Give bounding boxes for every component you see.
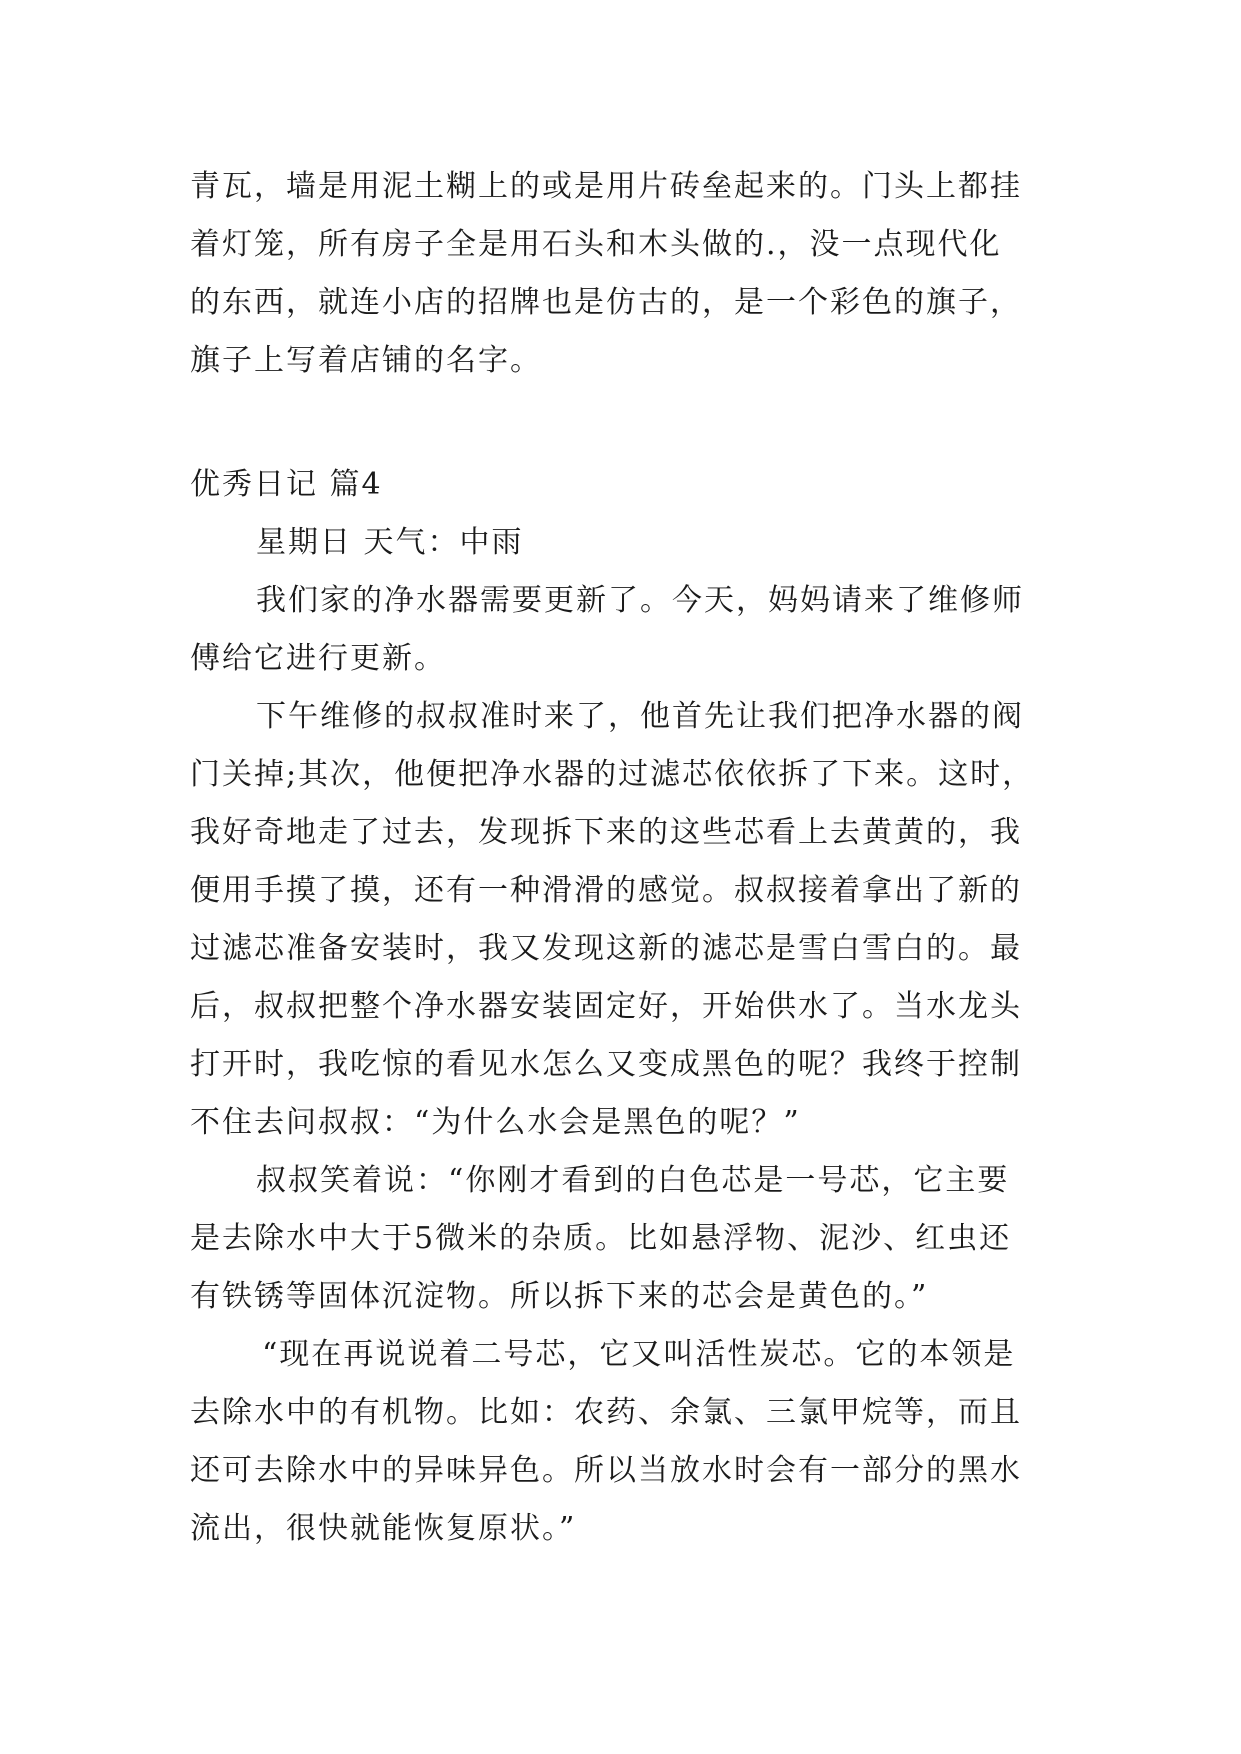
paragraph-line: 还可去除水中的异味异色。所以当放水时会有一部分的黑水 — [190, 1453, 1022, 1488]
paragraph-line: 下午维修的叔叔准时来了，他首先让我们把净水器的阀 — [256, 699, 1024, 734]
date-weather-line: 星期日 天气：中雨 — [256, 525, 524, 560]
intro-line: 的东西，就连小店的招牌也是仿古的，是一个彩色的旗子， — [190, 285, 1022, 320]
paragraph-line: 叔叔笑着说：“你刚才看到的白色芯是一号芯，它主要 — [256, 1163, 1010, 1198]
paragraph-line: “现在再说说着二号芯，它又叫活性炭芯。它的本领是 — [262, 1337, 1016, 1372]
intro-line: 旗子上写着店铺的名字。 — [190, 343, 542, 378]
intro-line: 着灯笼，所有房子全是用石头和木头做的.，没一点现代化 — [190, 227, 1002, 262]
paragraph-line: 傅给它进行更新。 — [190, 641, 446, 676]
paragraph-line: 过滤芯准备安装时，我又发现这新的滤芯是雪白雪白的。最 — [190, 931, 1022, 966]
paragraph-line: 去除水中的有机物。比如：农药、余氯、三氯甲烷等，而且 — [190, 1395, 1022, 1430]
paragraph-line: 我好奇地走了过去，发现拆下来的这些芯看上去黄黄的，我 — [190, 815, 1022, 850]
section-heading: 优秀日记 篇4 — [190, 467, 383, 502]
paragraph-line: 是去除水中大于5微米的杂质。比如悬浮物、泥沙、红虫还 — [190, 1221, 1012, 1256]
paragraph-line: 打开时，我吃惊的看见水怎么又变成黑色的呢？我终于控制 — [190, 1047, 1022, 1082]
paragraph-line: 后，叔叔把整个净水器安装固定好，开始供水了。当水龙头 — [190, 989, 1022, 1024]
paragraph-line: 门关掉;其次，他便把净水器的过滤芯依依拆了下来。这时， — [190, 757, 1035, 792]
paragraph-line: 便用手摸了摸，还有一种滑滑的感觉。叔叔接着拿出了新的 — [190, 873, 1022, 908]
intro-line: 青瓦，墙是用泥土糊上的或是用片砖垒起来的。门头上都挂 — [190, 169, 1022, 204]
paragraph-line: 流出，很快就能恢复原状。” — [190, 1511, 577, 1546]
paragraph — [190, 1152, 1070, 1326]
paragraph — [190, 1326, 1070, 1558]
paragraph-line: 有铁锈等固体沉淀物。所以拆下来的芯会是黄色的。” — [190, 1279, 929, 1314]
paragraph — [190, 688, 1070, 1152]
document-body — [190, 158, 1070, 1558]
paragraph-line: 我们家的净水器需要更新了。今天，妈妈请来了维修师 — [256, 583, 1024, 618]
section-spacer — [190, 390, 1070, 456]
paragraph — [190, 572, 1070, 688]
paragraph-line: 不住去问叔叔：“为什么水会是黑色的呢？” — [190, 1105, 801, 1140]
